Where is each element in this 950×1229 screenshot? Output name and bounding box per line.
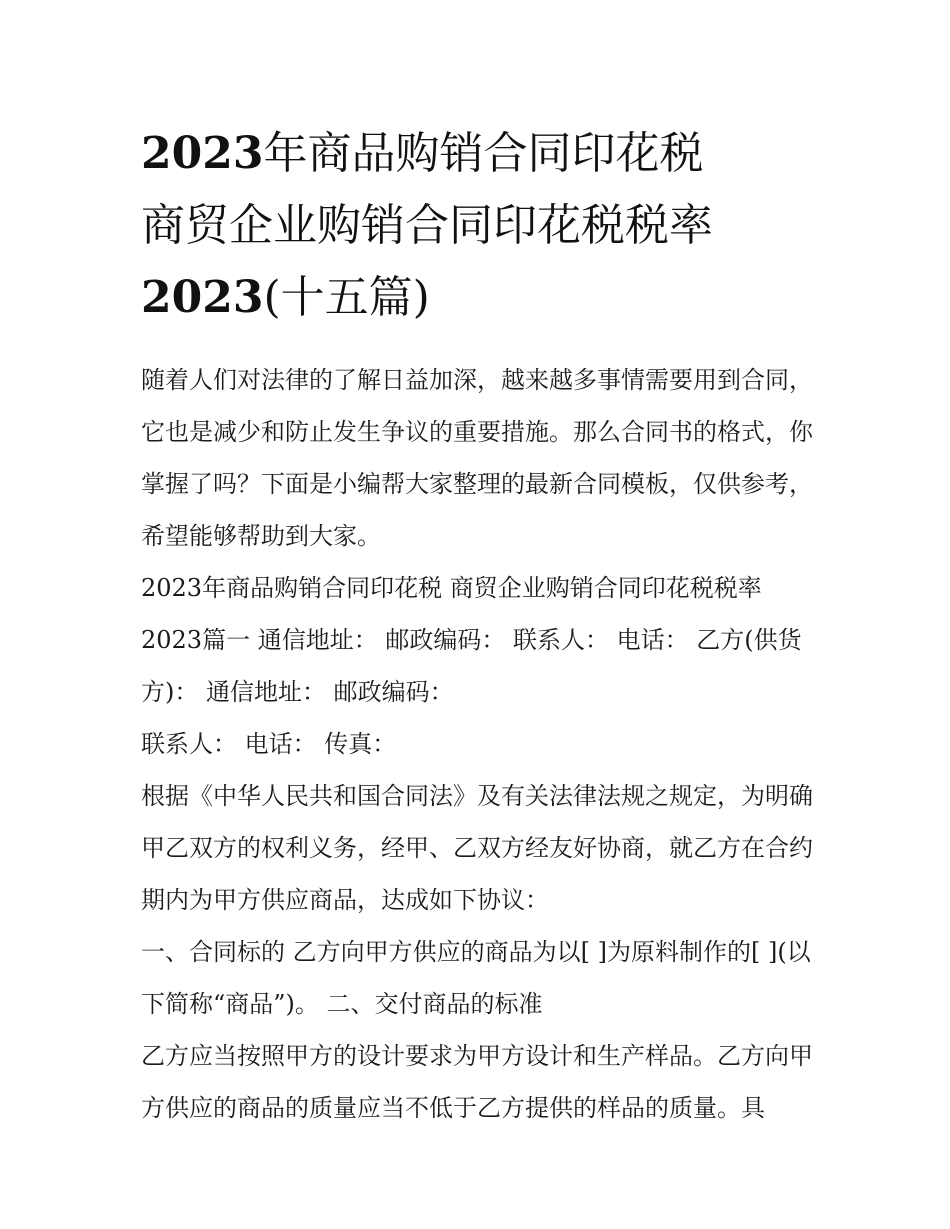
legal-basis-paragraph: 根据《中华人民共和国合同法》及有关法律法规之规定，为明确甲乙双方的权利义务，经甲、乙双方经友好协商，就乙方在合约期内为甲方供应商品，达成如下协议： xyxy=(141,782,813,914)
title-text: (十五篇) xyxy=(263,272,430,323)
document-title xyxy=(141,118,821,334)
subtitle-paragraph: 2023年商品购销合同印花税 商贸企业购销合同印花税税率 xyxy=(141,574,762,602)
document-body xyxy=(141,354,821,1134)
party-info-paragraph: 2023篇一 通信地址： 邮政编码： 联系人： 电话： 乙方(供货方)： 通信地址： 邮政编码： xyxy=(141,626,802,706)
title-text: 年商品购销合同印花税 xyxy=(263,128,704,179)
title-line-1 xyxy=(141,118,821,190)
title-line-3 xyxy=(141,262,821,334)
document-page xyxy=(141,118,821,1134)
intro-paragraph: 随着人们对法律的了解日益加深，越来越多事情需要用到合同，它也是减少和防止发生争议的重要措施。那么合同书的格式，你掌握了吗？下面是小编帮大家整理的最新合同模板，仅供参考，希望能够帮助到大家。 xyxy=(141,366,813,550)
contact-paragraph: 联系人： 电话： 传真： xyxy=(141,730,397,758)
title-text: 商贸企业购销合同印花税税率 xyxy=(141,200,713,251)
quality-standard-paragraph: 乙方应当按照甲方的设计要求为甲方设计和生产样品。乙方向甲方供应的商品的质量应当不低于乙方提供的样品的质量。具 xyxy=(141,1042,813,1122)
title-year: 2023 xyxy=(141,272,264,323)
title-line-2 xyxy=(141,190,821,262)
title-year: 2023 xyxy=(141,128,264,179)
contract-subject-paragraph: 一、合同标的 乙方向甲方供应的商品为以[ ]为原料制作的[ ](以下简称“商品”)。 二、交付商品的标准 xyxy=(141,938,811,1018)
